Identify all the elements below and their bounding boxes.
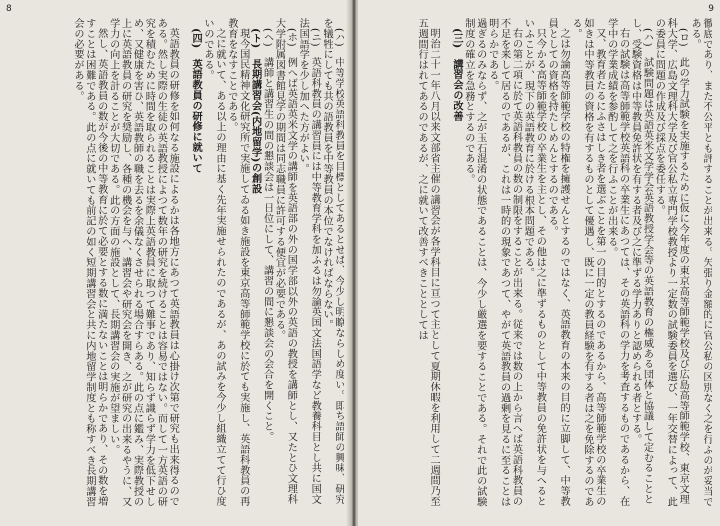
left-paragraph: 之に就いて、ある以上の理由に基く先年実施せられたのであるが、あの試みを今少し組織立てて行ひ度いのである。 [202, 18, 225, 507]
right-paragraph: 之は勿論高等師範学校の特権を擁護せんとするのではなく、英語教育の本来の目的に立脚して、中等教員としての資格を持たしめんとするのである。 [546, 18, 570, 507]
left-section-heading: (ト) 長期講習会(内地留学)の創設 [249, 28, 262, 194]
right-page [358, 0, 720, 526]
right-paragraph: (ハ) 試験問題は英語英米文学学会英語教授学会等の英語教育の権威ある団体と協議して定むることとし、受験資格は中等教員免許状を有する者及び之に準ずる学力ありと認められる者とする。 [629, 18, 653, 505]
left-paragraph: (ホ) 例へば英語英米文学の講師を英語部の外の国学部以外の英語の教授を講師とし、又たとひ文理科大学附属図書館見学の期間は同志職員に許可する便宜が必要である。 [273, 18, 297, 505]
left-page [0, 0, 352, 526]
right-paragraph: 右の試験は高等師範学校英語科の卒業生にあつては、その英語科の学力を考査するものであるから、在学中の学業成績を参酌して之を行ふことが出来る。 [605, 18, 629, 507]
right-page-number: 9 [708, 4, 714, 14]
right-paragraph: 明治二十一年八月以来文部省主催の講習会が各学科目に亘つて主として夏期休暇を利用して二週間乃至五週間行はれてあるのであるが、之に就いて改善すべきこととしては [416, 18, 440, 507]
right-paragraph: 徹底であり、また不公平とも評することが出来る。矢張り金額的に官公私の区別なく之を行ふのが妥当である。 [689, 18, 712, 507]
left-paragraph: 現今国民精神文化研究所で実施してゐる如き施設を東京高等師範学校に於ても実施し、英語科教員の再教育をなすことである。 [225, 18, 249, 507]
right-section-heading: (三) 講習会の改善 [450, 28, 463, 122]
left-paragraph: (ハ) 中等学校英語科教員を目標としてあるとせば、今少し明瞭ならしめ度い。即ち語師の興味、研究を犠牲にしても共の語教員を中等教員の本位でなければならない。 [321, 18, 344, 505]
left-paragraph: 然し、英語教員の数が今後の中等教育に於て必要とする数に満たないことは明らかであり、その数を増すことは困難である。此の点に就いても前記の如く短期講習会と共に内地留学制度とも称すべき長期講習会の必要がある。 [71, 18, 107, 507]
left-page-number: 8 [6, 4, 12, 14]
right-paragraph: 只今かる高等師範学校の卒業生を主とし、その他は之に準ずるものとして中等教員の免許状を与へるといふことが、現下の英語教育に於ける根本問題である。 [522, 18, 546, 507]
right-paragraph: 右の第二項に於て英語科教員の数の制限をすることが出来る。従来では数の上から言へば英語科教員の不足を来して居るのであるが、これは一時的の現象であつて、やがて英語教員の過剰を見るに至ることは明らかである。 [486, 18, 522, 507]
left-page-text [8, 18, 344, 512]
right-page-text [366, 18, 712, 512]
left-paragraph: (ヘ) 講師と講習生の間の懇談会は一日位にして、講習の間に懇談会の会合を開くこと。 [261, 28, 273, 443]
right-paragraph: 過ぎるのみならず、之が玉石混淆の状態であることは、今少し厳選を要することである。それで此の試験制度の確立を急務とするのである。 [462, 18, 486, 507]
right-paragraph: 又、教育者たるにふさはしき者を選ぶことを第一の目的とするのであるから、高等師範学校の卒業生の如きは中等教員の資格を有するものとして優遇し、既に一定の教員経験を有する者は之を免除するのである。 [570, 18, 605, 507]
left-paragraph: 英語教員の研修を如何なる施設によるかは各地方にあつて英語教員は心掛け次第で研究も出来得るのである。然し実際の生徒の英語教授によつて数年の研究を続けることは容易ではない。而して一方英語の研究を積むために時間を取られることは実際上英語教員に取つて難事であり、知らず識らず学力を低下せしめ、又健康を害ひ、英語教師の職を去るを余儀なくさせられる場合すらある。此の点に鑑み、実際教授の上に英語教員の研究を奨励し、各種の機会を与へ、講習会や研究会を開き、之が研究の出来るやうに、又学力の向上を計ることが大切である。此の方面の施設として、長期講習会の実施が望ましい。 [107, 18, 179, 507]
right-paragraph: (ロ) 此の学力試験を実施するために仮に今年度の東京高等師範学校及び広島高等師範学校、東京文理科大学、広島文理科大学及び官公私立専門学校教授より一定数の試験委員を選び、一年交替によって、此の委員に問題の作成及び採点を委任する。 [653, 18, 689, 507]
left-paragraph: (ニ) 英語科教員の講習員には中等教育学科を加ふるは勿論英国文法国語学など教養科目とし共に国文法国語学を少し加へた方がよい。 [297, 18, 321, 505]
left-section-heading: (四) 英語教員の研修に就いて [190, 28, 203, 174]
